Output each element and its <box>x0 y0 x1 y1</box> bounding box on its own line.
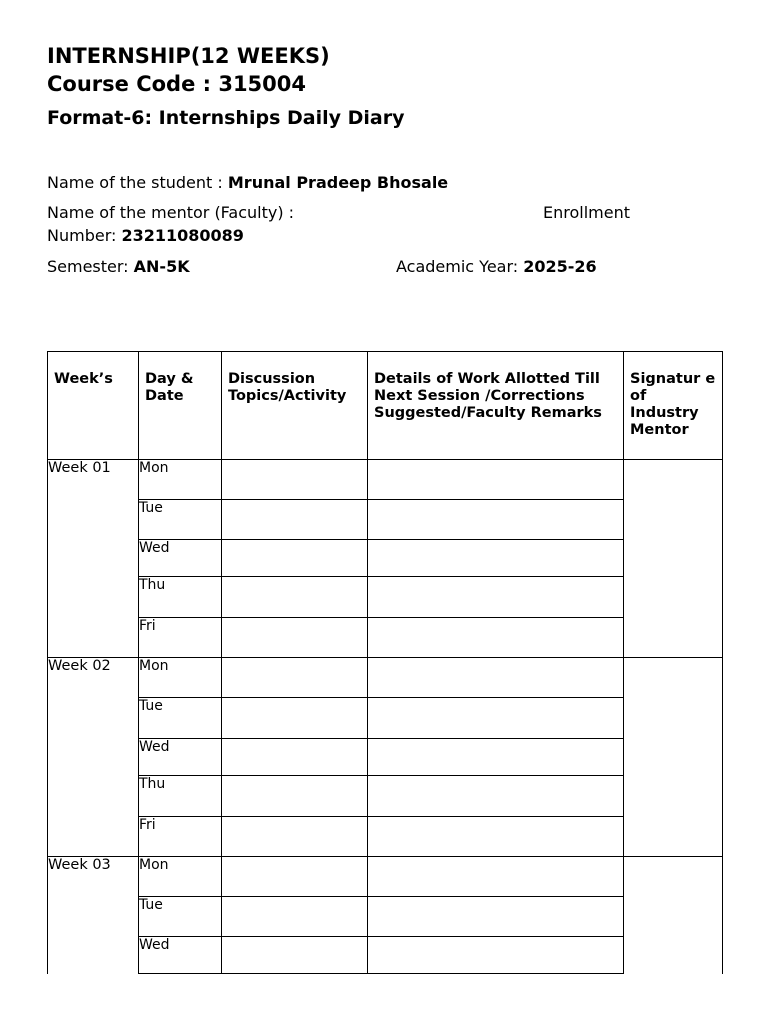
table-row <box>48 817 723 857</box>
work-details-cell[interactable] <box>368 857 624 897</box>
discussion-cell[interactable] <box>222 460 368 500</box>
discussion-cell[interactable] <box>222 577 368 618</box>
signature-cell[interactable] <box>624 460 723 658</box>
table-row <box>48 540 723 577</box>
table-row <box>48 857 723 897</box>
academic-year: 2025-26 <box>523 257 597 276</box>
table-row <box>48 618 723 658</box>
day-cell: Wed <box>139 540 222 577</box>
format-subtitle: Format-6: Internships Daily Diary <box>47 107 405 129</box>
table-row <box>48 500 723 540</box>
work-details-cell[interactable] <box>368 460 624 500</box>
day-cell: Tue <box>139 500 222 540</box>
day-cell: Tue <box>139 698 222 739</box>
discussion-cell[interactable] <box>222 500 368 540</box>
table-row <box>48 460 723 500</box>
header-day-date: Day & Date <box>139 352 222 460</box>
day-cell: Tue <box>139 897 222 937</box>
year-label: Academic Year: <box>396 257 524 276</box>
table-row <box>48 658 723 698</box>
work-details-cell[interactable] <box>368 897 624 937</box>
day-cell: Mon <box>139 658 222 698</box>
work-details-cell[interactable] <box>368 937 624 974</box>
day-cell: Fri <box>139 817 222 857</box>
semester-line <box>47 256 190 278</box>
student-name: Mrunal Pradeep Bhosale <box>227 173 449 192</box>
day-cell: Mon <box>139 460 222 500</box>
student-label: Name of the student : <box>47 173 228 192</box>
discussion-cell[interactable] <box>222 857 368 897</box>
discussion-cell[interactable] <box>222 658 368 698</box>
work-details-cell[interactable] <box>368 776 624 817</box>
enrollment-number-line <box>47 225 244 247</box>
header-weeks: Week’s <box>48 352 139 460</box>
number-label: Number: <box>47 226 122 245</box>
work-details-cell[interactable] <box>368 577 624 618</box>
week-label: Week 01 <box>48 460 139 658</box>
discussion-cell[interactable] <box>222 897 368 937</box>
header-work-details: Details of Work Allotted Till Next Session /Corrections Suggested/Faculty Remarks <box>368 352 624 460</box>
day-cell: Wed <box>139 937 222 974</box>
table-header-row <box>48 352 723 460</box>
header-discussion-topics: Discussion Topics/Activity <box>222 352 368 460</box>
table-body <box>48 460 723 974</box>
table-row <box>48 739 723 776</box>
week-label: Week 02 <box>48 658 139 857</box>
table-row <box>48 897 723 937</box>
day-cell: Wed <box>139 739 222 776</box>
work-details-cell[interactable] <box>368 658 624 698</box>
discussion-cell[interactable] <box>222 698 368 739</box>
day-cell: Fri <box>139 618 222 658</box>
mentor-label: Name of the mentor (Faculty) : <box>47 203 295 222</box>
work-details-cell[interactable] <box>368 540 624 577</box>
day-cell: Thu <box>139 776 222 817</box>
work-details-cell[interactable] <box>368 817 624 857</box>
discussion-cell[interactable] <box>222 618 368 658</box>
enrollment-label: Enrollment <box>543 203 630 222</box>
document-title: INTERNSHIP(12 WEEKS) <box>47 44 330 68</box>
week-label: Week 03 <box>48 857 139 974</box>
day-cell: Mon <box>139 857 222 897</box>
academic-year-line <box>396 256 597 278</box>
work-details-cell[interactable] <box>368 739 624 776</box>
table-row <box>48 776 723 817</box>
discussion-cell[interactable] <box>222 540 368 577</box>
work-details-cell[interactable] <box>368 618 624 658</box>
signature-cell[interactable] <box>624 857 723 974</box>
discussion-cell[interactable] <box>222 739 368 776</box>
table-row <box>48 937 723 974</box>
work-details-cell[interactable] <box>368 500 624 540</box>
table-row <box>48 698 723 739</box>
discussion-cell[interactable] <box>222 817 368 857</box>
day-cell: Thu <box>139 577 222 618</box>
student-name-line <box>47 172 448 194</box>
table-row <box>48 577 723 618</box>
discussion-cell[interactable] <box>222 937 368 974</box>
course-code: Course Code : 315004 <box>47 72 307 96</box>
discussion-cell[interactable] <box>222 776 368 817</box>
work-details-cell[interactable] <box>368 698 624 739</box>
semester-value: AN-5K <box>133 257 190 276</box>
semester-label: Semester: <box>47 257 134 276</box>
daily-diary-table <box>47 351 723 974</box>
header-signature: Signatur e of Industry Mentor <box>624 352 723 460</box>
enrollment-number: 23211080089 <box>121 226 244 245</box>
signature-cell[interactable] <box>624 658 723 857</box>
